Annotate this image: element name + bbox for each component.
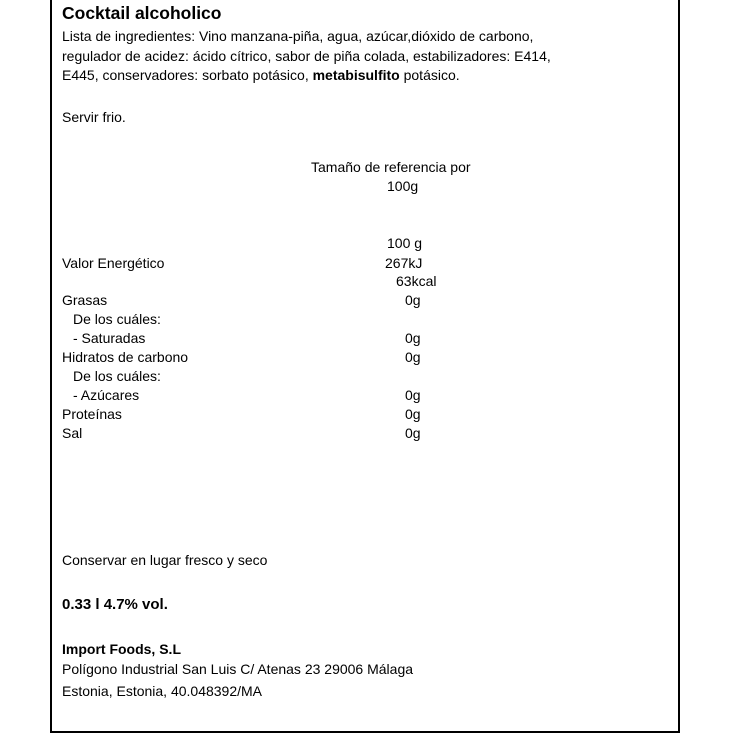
saturated-label: - Saturadas bbox=[73, 330, 146, 346]
company-location: Estonia, Estonia, 40.048392/MA bbox=[62, 683, 263, 699]
protein-label: Proteínas bbox=[62, 406, 122, 422]
salt-value: 0g bbox=[405, 425, 421, 441]
ingredients-list bbox=[62, 27, 662, 86]
storage-instruction: Conservar en lugar fresco y seco bbox=[62, 552, 268, 568]
fat-label: Grasas bbox=[62, 292, 108, 308]
energy-kj-value: 267kJ bbox=[385, 255, 423, 271]
nutrition-column-header: 100 g bbox=[387, 235, 423, 251]
company-name: Import Foods, S.L bbox=[62, 641, 181, 657]
allergen-highlight: metabisulfito bbox=[312, 67, 400, 83]
carbs-label: Hidratos de carbono bbox=[62, 349, 189, 365]
volume-alcohol-content: 0.33 l 4.7% vol. bbox=[62, 596, 168, 613]
ingredients-line-3 bbox=[62, 66, 662, 86]
ingredients-line-3-start: E445, conservadores: sorbato potásico, bbox=[62, 67, 313, 83]
sugars-label: - Azúcares bbox=[73, 387, 140, 403]
carbs-value: 0g bbox=[405, 349, 421, 365]
fat-value: 0g bbox=[405, 292, 421, 308]
sugars-value: 0g bbox=[405, 387, 421, 403]
serving-instruction: Servir frio. bbox=[62, 109, 126, 125]
ingredients-line-3-end: potásico. bbox=[399, 67, 460, 83]
energy-label: Valor Energético bbox=[62, 255, 165, 271]
carbs-of-which-label: De los cuáles: bbox=[73, 368, 161, 384]
reference-size-label: Tamaño de referencia por bbox=[311, 159, 471, 175]
saturated-value: 0g bbox=[405, 330, 421, 346]
product-title: Cocktail alcoholico bbox=[62, 3, 222, 23]
company-address: Polígono Industrial San Luis C/ Atenas 23 29006 Málaga bbox=[62, 661, 414, 677]
ingredients-line-1: Lista de ingredientes: Vino manzana-piña, agua, azúcar,dióxido de carbono, bbox=[62, 28, 534, 44]
protein-value: 0g bbox=[405, 406, 421, 422]
fat-of-which-label: De los cuáles: bbox=[73, 311, 161, 327]
ingredients-line-2: regulador de acidez: ácido cítrico, sabor de piña colada, estabilizadores: E414, bbox=[62, 47, 551, 64]
reference-size-value: 100g bbox=[387, 178, 419, 194]
salt-label: Sal bbox=[62, 425, 83, 441]
energy-kcal-value: 63kcal bbox=[396, 273, 437, 289]
